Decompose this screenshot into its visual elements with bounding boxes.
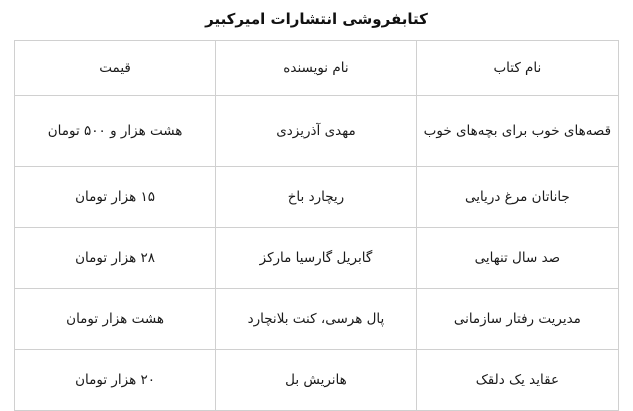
cell-book-price: ۱۵ هزار تومان — [15, 167, 216, 228]
cell-book-author: مهدی آذریزدی — [216, 96, 417, 167]
column-header-title: نام کتاب — [416, 41, 618, 96]
table-row — [15, 228, 619, 289]
table-container — [0, 40, 633, 411]
cell-book-author: ریچارد باخ — [216, 167, 417, 228]
column-header-price: قیمت — [15, 41, 216, 96]
cell-book-title: قصه‌های خوب برای بچه‌های خوب — [416, 96, 618, 167]
table-row — [15, 167, 619, 228]
column-header-author: نام نویسنده — [216, 41, 417, 96]
cell-book-price: هشت هزار و ۵۰۰ تومان — [15, 96, 216, 167]
table-row — [15, 350, 619, 411]
cell-book-title: صد سال تنهایی — [416, 228, 618, 289]
cell-book-author: پال هرسی، کنت بلانچارد — [216, 289, 417, 350]
books-table — [14, 40, 619, 411]
cell-book-price: ۲۸ هزار تومان — [15, 228, 216, 289]
cell-book-author: هانریش بل — [216, 350, 417, 411]
cell-book-price: ۲۰ هزار تومان — [15, 350, 216, 411]
cell-book-title: مدیریت رفتار سازمانی — [416, 289, 618, 350]
page-title: کتابفروشی انتشارات امیرکبیر — [205, 10, 428, 28]
cell-book-title: عقاید یک دلقک — [416, 350, 618, 411]
cell-book-price: هشت هزار تومان — [15, 289, 216, 350]
cell-book-title: جاناتان مرغ دریایی — [416, 167, 618, 228]
table-row — [15, 289, 619, 350]
table-row — [15, 96, 619, 167]
table-header-row — [15, 41, 619, 96]
cell-book-author: گابریل گارسیا مارکز — [216, 228, 417, 289]
